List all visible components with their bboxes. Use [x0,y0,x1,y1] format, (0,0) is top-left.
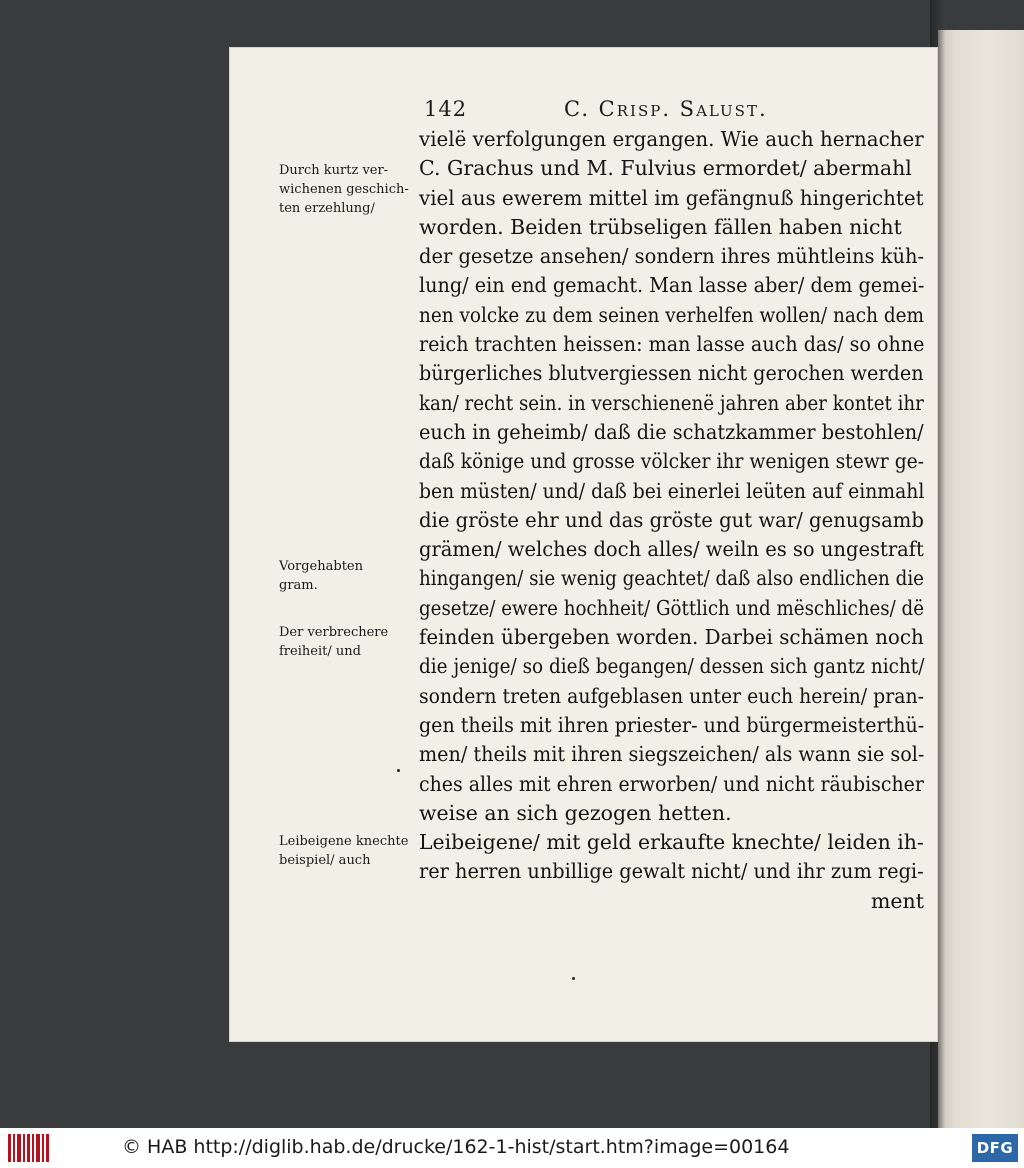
page-content [229,47,938,1042]
text-line: men/ theils mit ihren siegszeichen/ als wann sie sol- [419,742,925,767]
margin-note-line: ten erzehlung/ [279,201,375,216]
ink-speck [397,769,400,772]
text-line: Leibeigene/ mit geld erkaufte knechte/ leiden ih- [419,830,924,855]
margin-note [279,832,409,870]
margin-note-line: freiheit/ und [279,644,361,659]
text-line: bürgerliches blutvergiessen nicht gerochen werden [419,361,924,386]
text-line: der gesetze ansehen/ sondern ihres mühtleins küh- [419,244,925,269]
text-line: ben müsten/ und/ daß bei einerlei leüten auf einmahl [419,478,925,503]
text-line: rer herren unbillige gewalt nicht/ und ihr zum regi- [419,859,924,884]
text-line: gen theils mit ihren priester- und bürgermeisterthü- [419,712,925,737]
text-line: hingangen/ sie wenig geachtet/ daß also endlichen die [419,566,925,591]
text-line: feinden übergeben worden. Darbei schämen noch [419,625,924,650]
margin-note-line: Leibeigene knechte [279,834,409,849]
margin-note-line: Vorgehabten [279,559,363,574]
margin-note [279,623,409,661]
text-line: lung/ ein end gemacht. Man lasse aber/ dem gemei- [419,273,925,298]
hab-barcode-logo-icon[interactable] [8,1134,50,1162]
text-line: vielë verfolgungen ergangen. Wie auch hernacher [419,127,924,151]
margin-note [279,557,409,595]
text-line: gesetze/ ewere hochheit/ Göttlich und mëschliches/ dë [419,595,924,620]
text-line: daß könige und grosse völcker ihr wenigen stewr ge- [419,449,925,474]
text-line: sondern treten aufgeblasen unter euch herein/ pran- [419,683,924,708]
text-line: weise an sich gezogen hetten. [419,800,732,825]
margin-note-line: beispiel/ auch [279,853,371,868]
text-line: euch in geheimb/ daß die schatzkammer bestohlen/ [419,419,924,444]
running-head [424,97,844,123]
text-line: worden. Beiden trübseligen fällen haben nicht [419,214,902,239]
running-title: C. Crisp. Salust. [564,97,768,121]
copyright-url[interactable]: © HAB http://diglib.hab.de/drucke/162-1-hist/start.htm?image=00164 [122,1136,790,1158]
text-line: die jenige/ so dieß begangen/ dessen sich gantz nicht/ [419,654,925,679]
text-line: ches alles mit ehren erworben/ und nicht räubischer [419,771,924,796]
dfg-logo-icon[interactable]: DFG [972,1134,1018,1162]
margin-note [279,161,409,218]
adjacent-page [938,30,1024,1128]
body-text [419,125,924,916]
text-line: grämen/ welches doch alles/ weiln es so ungestraft [419,537,924,562]
scanned-page [229,47,938,1042]
text-line: die gröste ehr und das gröste gut war/ genugsamb [419,507,924,532]
margin-note-line: Der verbrechere [279,625,389,640]
text-line: viel aus ewerem mittel im gefängnuß hingerichtet [419,185,924,210]
text-line: reich trachten heissen: man lasse auch das/ so ohne [419,332,925,357]
text-line: ment [870,888,924,913]
ink-speck [572,977,575,980]
page-number: 142 [424,97,468,121]
text-line: kan/ recht sein. in verschienenë jahren aber kontet ihr [419,390,924,415]
text-line: C. Grachus und M. Fulvius ermordet/ abermahl [419,156,912,181]
margin-note-line: Durch kurtz ver- [279,163,389,178]
margin-note-line: wichenen geschich- [279,182,409,197]
footer-bar [0,1128,1024,1168]
margin-note-line: gram. [279,578,318,593]
text-line: nen volcke zu dem seinen verhelfen wollen/ nach dem [419,302,924,327]
